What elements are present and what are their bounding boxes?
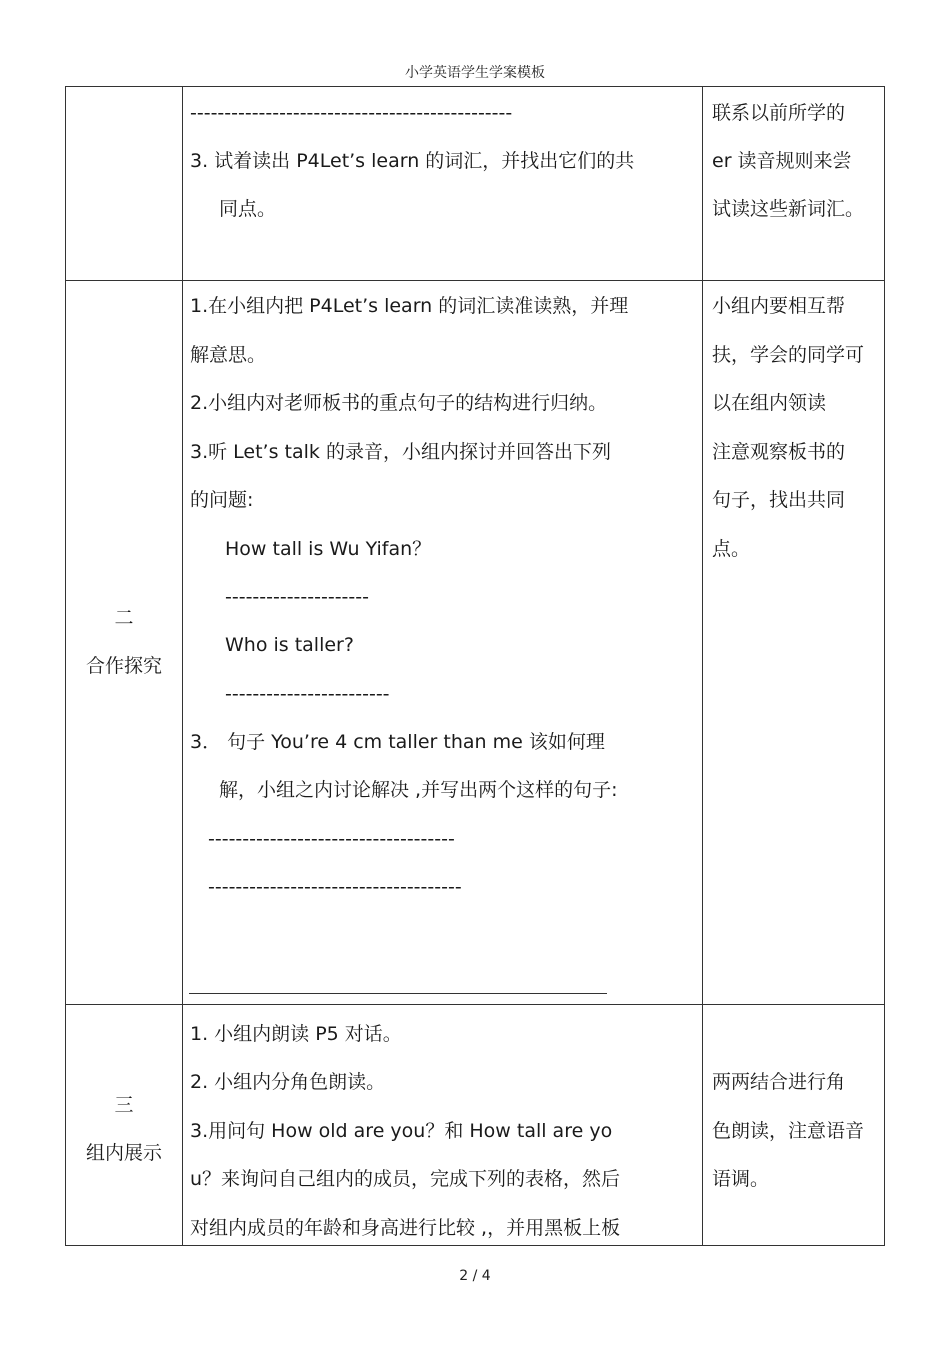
task-line: 的问题: — [190, 489, 254, 511]
question-line: How tall is Wu Yifan？ — [225, 538, 432, 560]
task-line: 解意思。 — [190, 344, 267, 366]
task-line: 2. 小组内分角色朗读。 — [190, 1071, 386, 1093]
row-divider-1 — [66, 280, 884, 281]
note-line: er 读音规则来尝 — [712, 150, 852, 172]
task-line: 1.在小组内把 P4Let’s learn 的词汇读准读熟，并理 — [190, 295, 629, 317]
task-line: u？来询问自己组内的成员，完成下列的表格，然后 — [190, 1168, 621, 1190]
row-divider-2 — [66, 1004, 884, 1005]
task-line: 3.听 Let’s talk 的录音，小组内探讨并回答出下列 — [190, 441, 611, 463]
section-number: 三 — [114, 1094, 134, 1116]
task-line: 2.小组内对老师板书的重点句子的结构进行归纳。 — [190, 392, 608, 414]
task-line: 对组内成员的年龄和身高进行比较 ,，并用黑板上板 — [190, 1217, 621, 1239]
note-line: 语调。 — [712, 1168, 770, 1190]
note-line: 两两结合进行角 — [712, 1071, 846, 1093]
dashed-answer-line: ------------------------------------ — [208, 828, 455, 850]
dashed-answer-line: --------------------- — [225, 586, 369, 608]
section-title: 组内展示 — [85, 1142, 162, 1164]
task-3-line-cont: 同点。 — [219, 198, 277, 220]
note-line: 色朗读，注意语音 — [712, 1120, 865, 1142]
page-number: 2 / 4 — [459, 1268, 491, 1284]
note-line: 试读这些新词汇。 — [712, 198, 865, 220]
question-line: Who is taller? — [225, 634, 354, 656]
dashed-answer-line: ----------------------------------------------- — [190, 102, 513, 124]
note-line: 小组内要相互帮 — [712, 295, 846, 317]
column-divider-left — [182, 87, 183, 1245]
task-line: 3． 句子 You’re 4 cm taller than me 该如何理 — [190, 731, 605, 753]
note-line: 句子，找出共同 — [712, 489, 846, 511]
page-header: 小学英语学生学案模板 — [405, 65, 545, 81]
dashed-answer-line: ------------------------------------- — [208, 876, 462, 898]
task-line: 1. 小组内朗读 P5 对话。 — [190, 1023, 402, 1045]
note-line: 以在组内领读 — [712, 392, 827, 414]
note-line: 点。 — [712, 538, 751, 560]
task-3-line: 3. 试着读出 P4Let’s learn 的词汇，并找出它们的共 — [190, 150, 635, 172]
note-line: 注意观察板书的 — [712, 441, 846, 463]
section-title: 合作探究 — [85, 655, 162, 677]
note-line: 联系以前所学的 — [712, 102, 846, 124]
blank-answer-rule — [189, 993, 607, 994]
lesson-table — [65, 86, 885, 1246]
dashed-answer-line: ------------------------ — [225, 683, 390, 705]
section-number: 二 — [114, 607, 134, 629]
column-divider-right — [702, 87, 703, 1245]
note-line: 扶，学会的同学可 — [712, 344, 865, 366]
task-line: 3.用问句 How old are you？和 How tall are yo — [190, 1120, 613, 1142]
task-line: 解，小组之内讨论解决 ,并写出两个这样的句子: — [219, 779, 618, 801]
